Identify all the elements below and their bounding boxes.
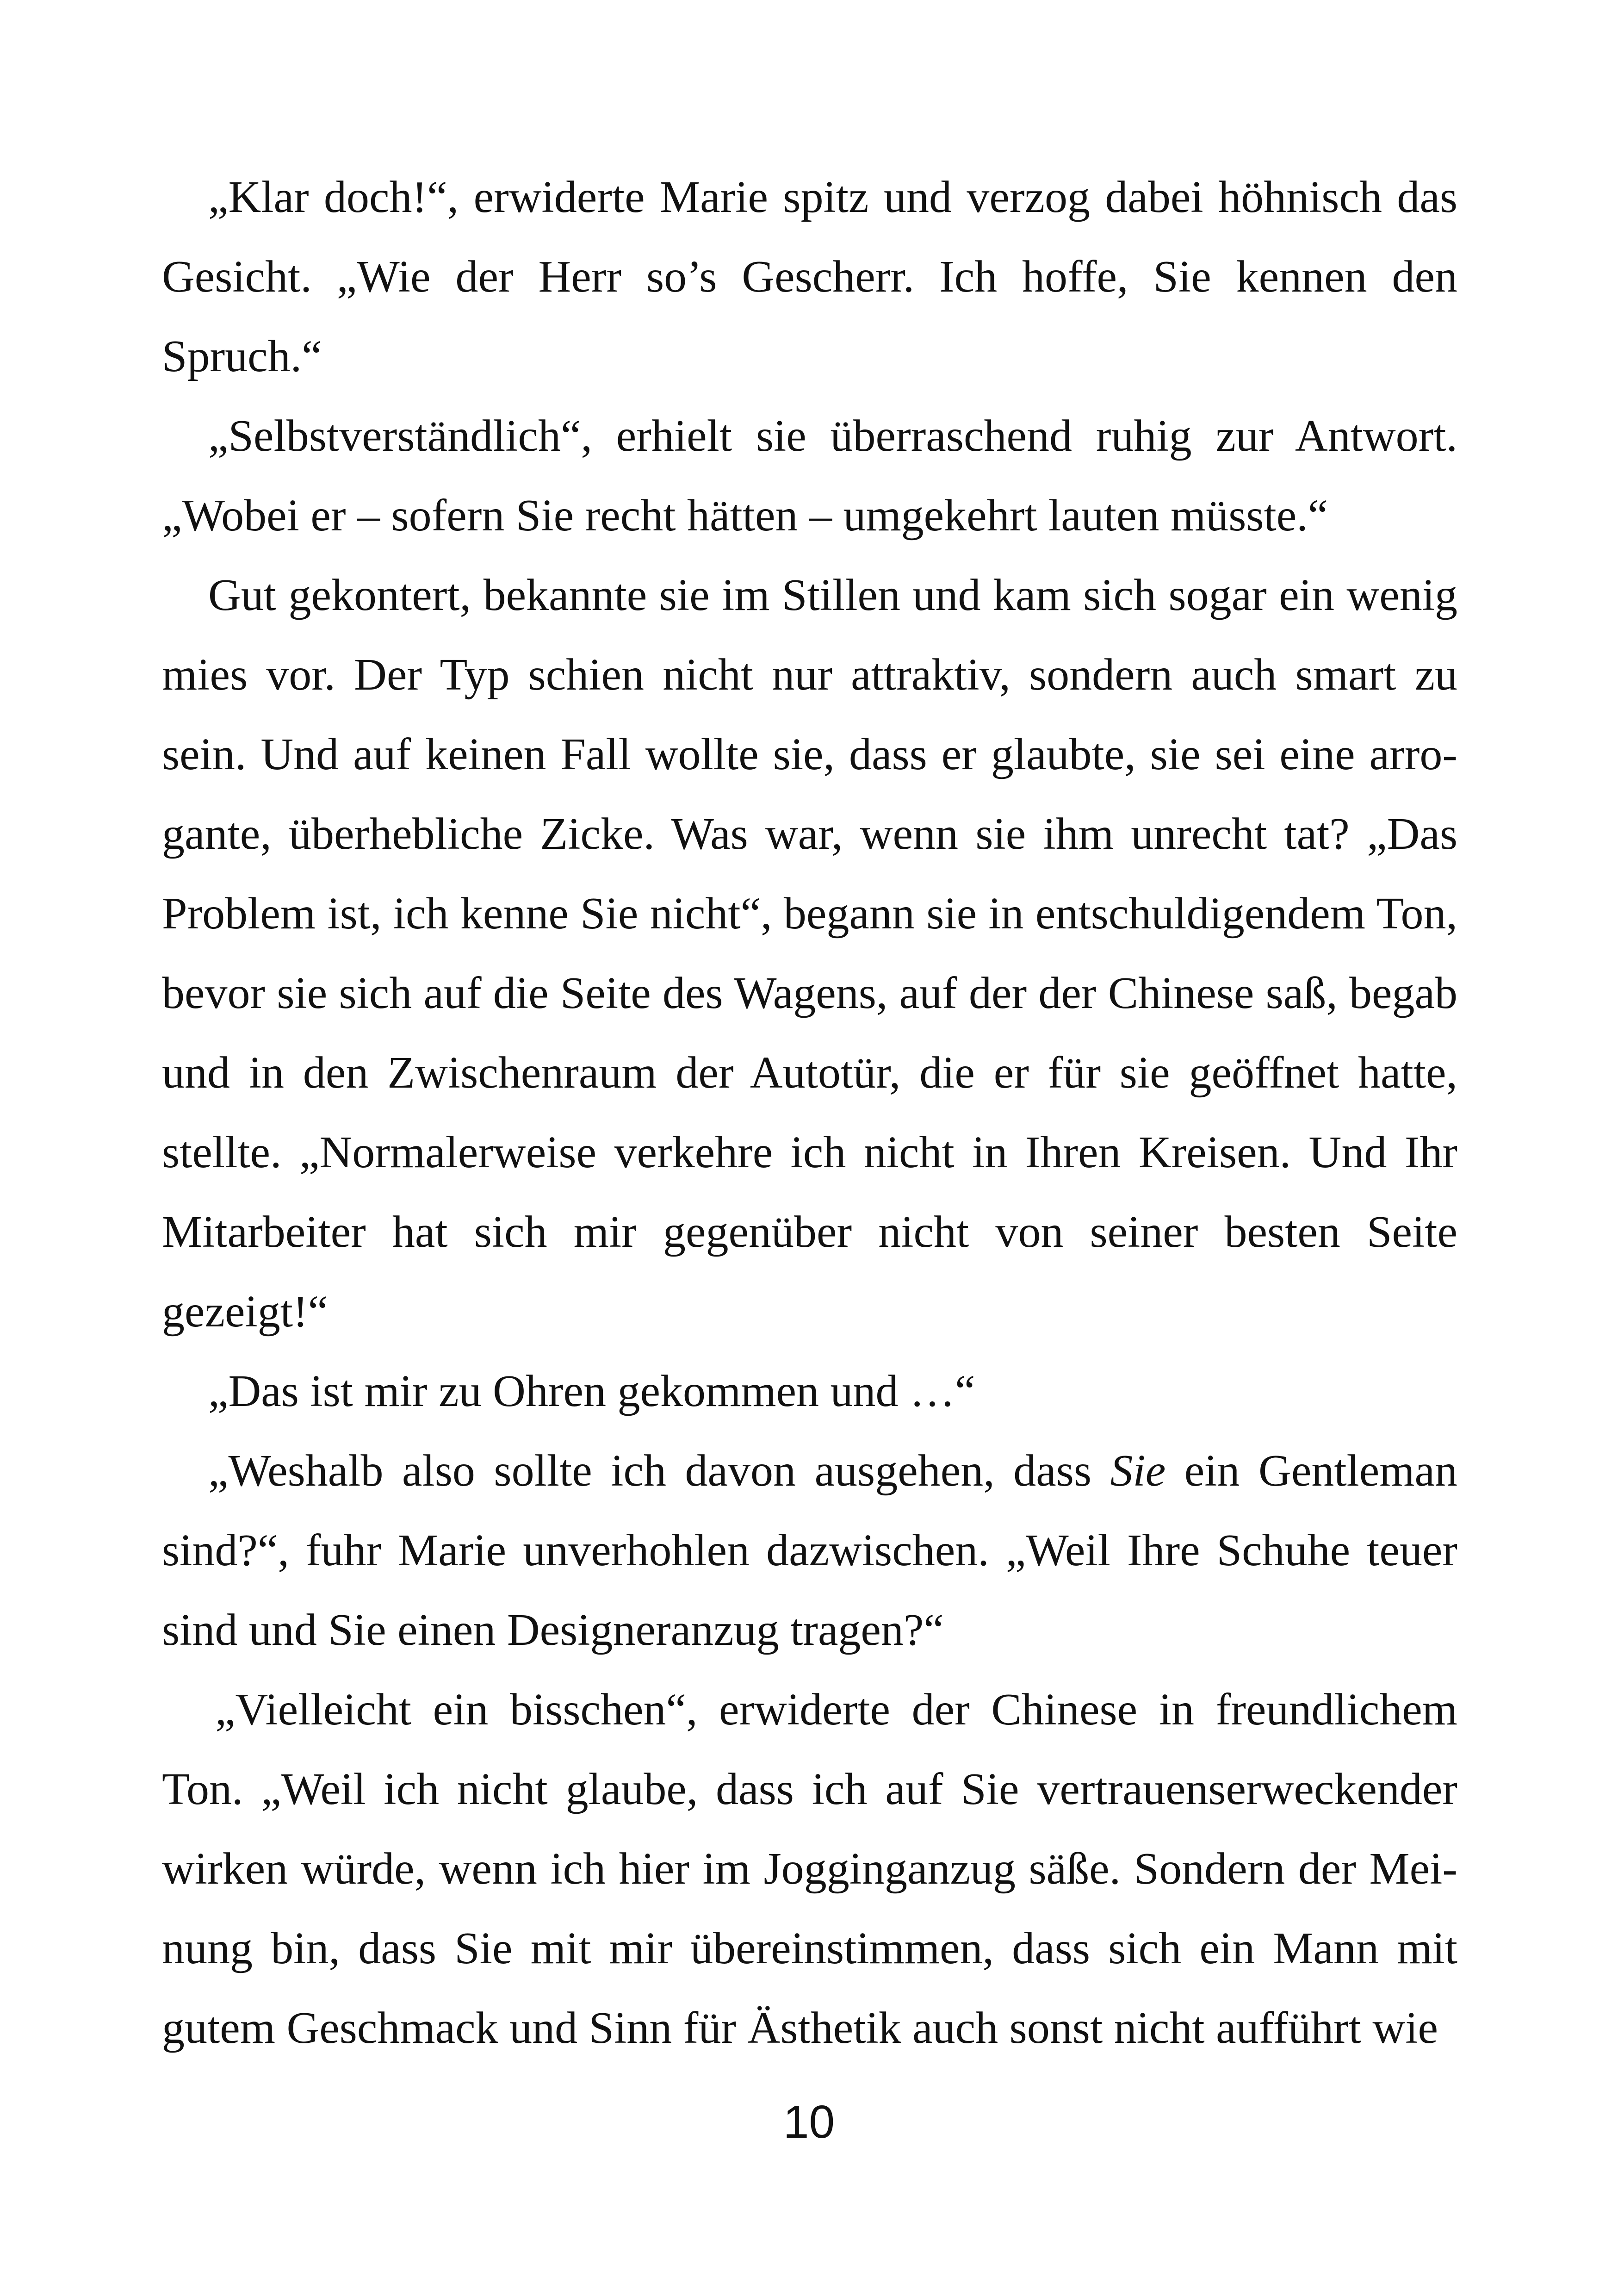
body-text bbox=[162, 157, 1457, 2068]
paragraph-5-emphasis: Sie bbox=[1110, 1446, 1166, 1496]
paragraph-3: Gut gekontert, bekannte sie im Stillen und kam sich sogar ein wenig mies vor. Der Typ schien nicht nur attraktiv, sondern auch smart zu sein. Und auf keinen Fall wollte sie, dass er glaubte, sie sei eine arrogante, überhebliche Zicke. Was war, wenn sie ihm unrecht tat? „Das Problem ist, ich kenne Sie nicht“, begann sie in entschuldigendem Ton, bevor sie sich auf die Seite des Wagens, auf der der Chinese saß, begab und in den Zwischenraum der Autotür, die er für sie geöffnet hatte, stellte. „Normalerweise verkehre ich nicht in Ihren Kreisen. Und Ihr Mitarbeiter hat sich mir gegenüber nicht von seiner besten Seite gezeigt!“ bbox=[162, 570, 1457, 1337]
page-number: 10 bbox=[783, 2096, 835, 2148]
paragraph-6: „Vielleicht ein bisschen“, erwiderte der Chinese in freundlichem Ton. „Weil ich nicht glaube, dass ich auf Sie vertrauenserweckender wirken würde, wenn ich hier im Jogginganzug säße. Sondern der Meinung bin, dass Sie mit mir übereinstimmen, dass sich ein Mann mit gutem Geschmack und Sinn für Ästhetik auch sonst nicht aufführt wie bbox=[162, 1685, 1457, 2053]
paragraph-5 bbox=[162, 1431, 1457, 1670]
paragraph-5-text-end: ein Gentleman sind?“, fuhr Marie unverhohlen dazwischen. „Weil Ihre Schuhe teuer sind und Sie einen Designeranzug tragen?“ bbox=[162, 1446, 1457, 1655]
paragraph-1: „Klar doch!“, erwiderte Marie spitz und verzog dabei höhnisch das Gesicht. „Wie der Herr so’s Gescherr. Ich hoffe, Sie kennen den Spruch.“ bbox=[162, 172, 1457, 381]
paragraph-5-text-start: „Weshalb also sollte ich davon ausgehen, dass bbox=[208, 1446, 1110, 1496]
paragraph-4: „Das ist mir zu Ohren gekommen und …“ bbox=[208, 1366, 975, 1416]
paragraph-2: „Selbstverständlich“, erhielt sie überraschend ruhig zur Antwort. „Wobei er – sofern Sie recht hätten – umgekehrt lauten müsste.“ bbox=[162, 411, 1457, 541]
